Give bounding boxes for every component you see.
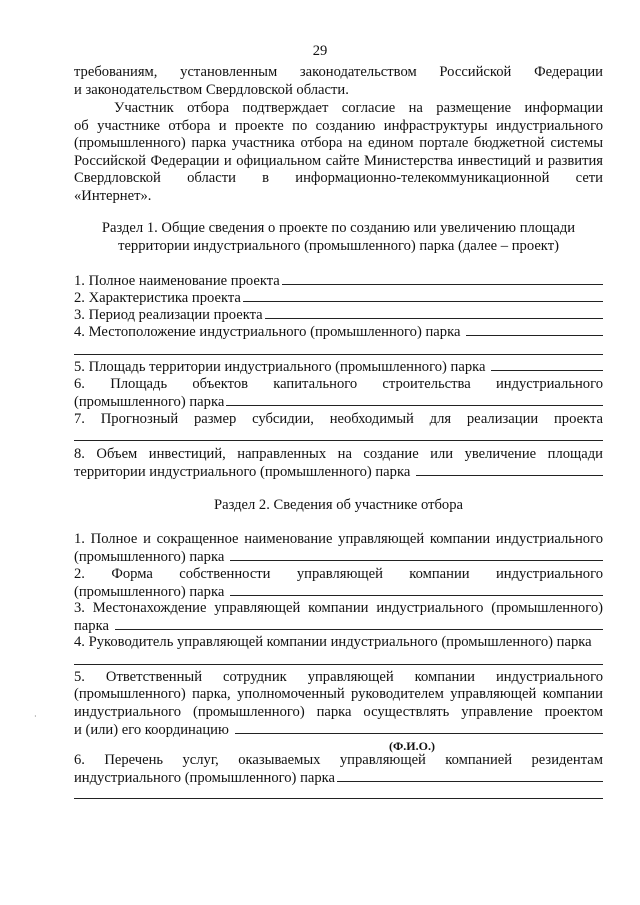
project-period-field[interactable] [74,306,603,324]
field-label: (промышленного) парка [74,549,225,565]
margin-mark: · [34,712,37,721]
blank-line[interactable] [337,769,603,782]
blank-line[interactable] [74,798,603,799]
consent-line: Участник отбора подтверждает согласие на размещение информации [114,100,603,116]
company-head-label: 4. Руководитель управляющей компании индустриального (промышленного) парка [74,634,592,650]
blank-line[interactable] [243,289,603,302]
capital-objects-field[interactable] [74,393,603,411]
blank-line[interactable] [416,463,603,476]
consent-line: (промышленного) парка участника отбора на едином портале бюджетной системы [74,135,603,151]
fio-caption: (Ф.И.О.) [389,739,435,753]
project-characteristics-field[interactable] [74,289,603,307]
blank-line[interactable] [74,354,603,355]
field-label: (промышленного) парка [74,584,225,600]
section1-title: территории индустриального (промышленного) парка (далее – проект) [118,238,559,254]
field-label: (промышленного) парка [74,394,225,410]
blank-line[interactable] [74,664,603,665]
blank-line[interactable] [115,617,603,630]
field-label: индустриального (промышленного) парка [74,770,335,786]
blank-line[interactable] [235,721,603,734]
intro-line: и законодательством Свердловской области. [74,82,349,98]
field-label: 5. Площадь территории индустриального (промышленного) парка [74,359,486,375]
company-location-field[interactable] [74,617,603,635]
consent-line: Российской Федерации и официальном сайте Министерства инвестиций и развития [74,153,603,169]
responsible-employee-label: индустриального (промышленного) парка осуществлять управление проектом [74,704,603,720]
responsible-employee-field[interactable] [74,721,603,739]
company-name-label: 1. Полное и сокращенное наименование управляющей компании индустриального [74,531,603,547]
capital-objects-label: 6. Площадь объектов капитального строительства индустриального [74,376,603,392]
field-label: 1. Полное наименование проекта [74,273,280,289]
services-label: 6. Перечень услуг, оказываемых управляющей компанией резидентам [74,752,603,768]
ownership-label: 2. Форма собственности управляющей компании индустриального [74,566,603,582]
blank-line[interactable] [230,583,603,596]
consent-line: «Интернет». [74,188,152,204]
company-name-field[interactable] [74,548,603,566]
park-area-field[interactable] [74,358,603,376]
field-label: 4. Местоположение индустриального (промышленного) парка [74,324,461,340]
services-field[interactable] [74,769,603,787]
investment-field[interactable] [74,463,603,481]
consent-line: об участнике отбора и проекте по созданию инфраструктуры индустриального [74,118,603,134]
investment-label: 8. Объем инвестиций, направленных на создание или увеличение площади [74,446,603,462]
blank-line[interactable] [230,548,603,561]
responsible-employee-label: 5. Ответственный сотрудник управляющей компании индустриального [74,669,603,685]
field-label: и (или) его координацию [74,722,229,738]
consent-line: Свердловской области в информационно-телекоммуникационной сети [74,170,603,186]
blank-line[interactable] [226,393,603,406]
blank-line[interactable] [74,440,603,441]
field-label: территории индустриального (промышленного) парка [74,464,411,480]
company-location-label: 3. Местонахождение управляющей компании индустриального (промышленного) [74,600,603,616]
blank-line[interactable] [491,358,603,371]
field-label: 3. Период реализации проекта [74,307,263,323]
blank-line[interactable] [265,306,603,319]
section1-title: Раздел 1. Общие сведения о проекте по созданию или увеличению площади [101,220,576,236]
park-location-field[interactable] [74,323,603,341]
blank-line[interactable] [282,272,603,285]
responsible-employee-label: (промышленного) парка, уполномоченный руководителем управляющей компании [74,686,603,702]
field-label: 2. Характеристика проекта [74,290,241,306]
intro-line: требованиям, установленным законодательством Российской Федерации [74,64,603,80]
ownership-field[interactable] [74,583,603,601]
subsidy-label: 7. Прогнозный размер субсидии, необходимый для реализации проекта [74,411,603,427]
project-name-field[interactable] [74,272,603,290]
page-number: 29 [312,43,328,59]
blank-line[interactable] [466,323,603,336]
field-label: парка [74,618,109,634]
section2-title: Раздел 2. Сведения об участнике отбора [213,497,464,513]
